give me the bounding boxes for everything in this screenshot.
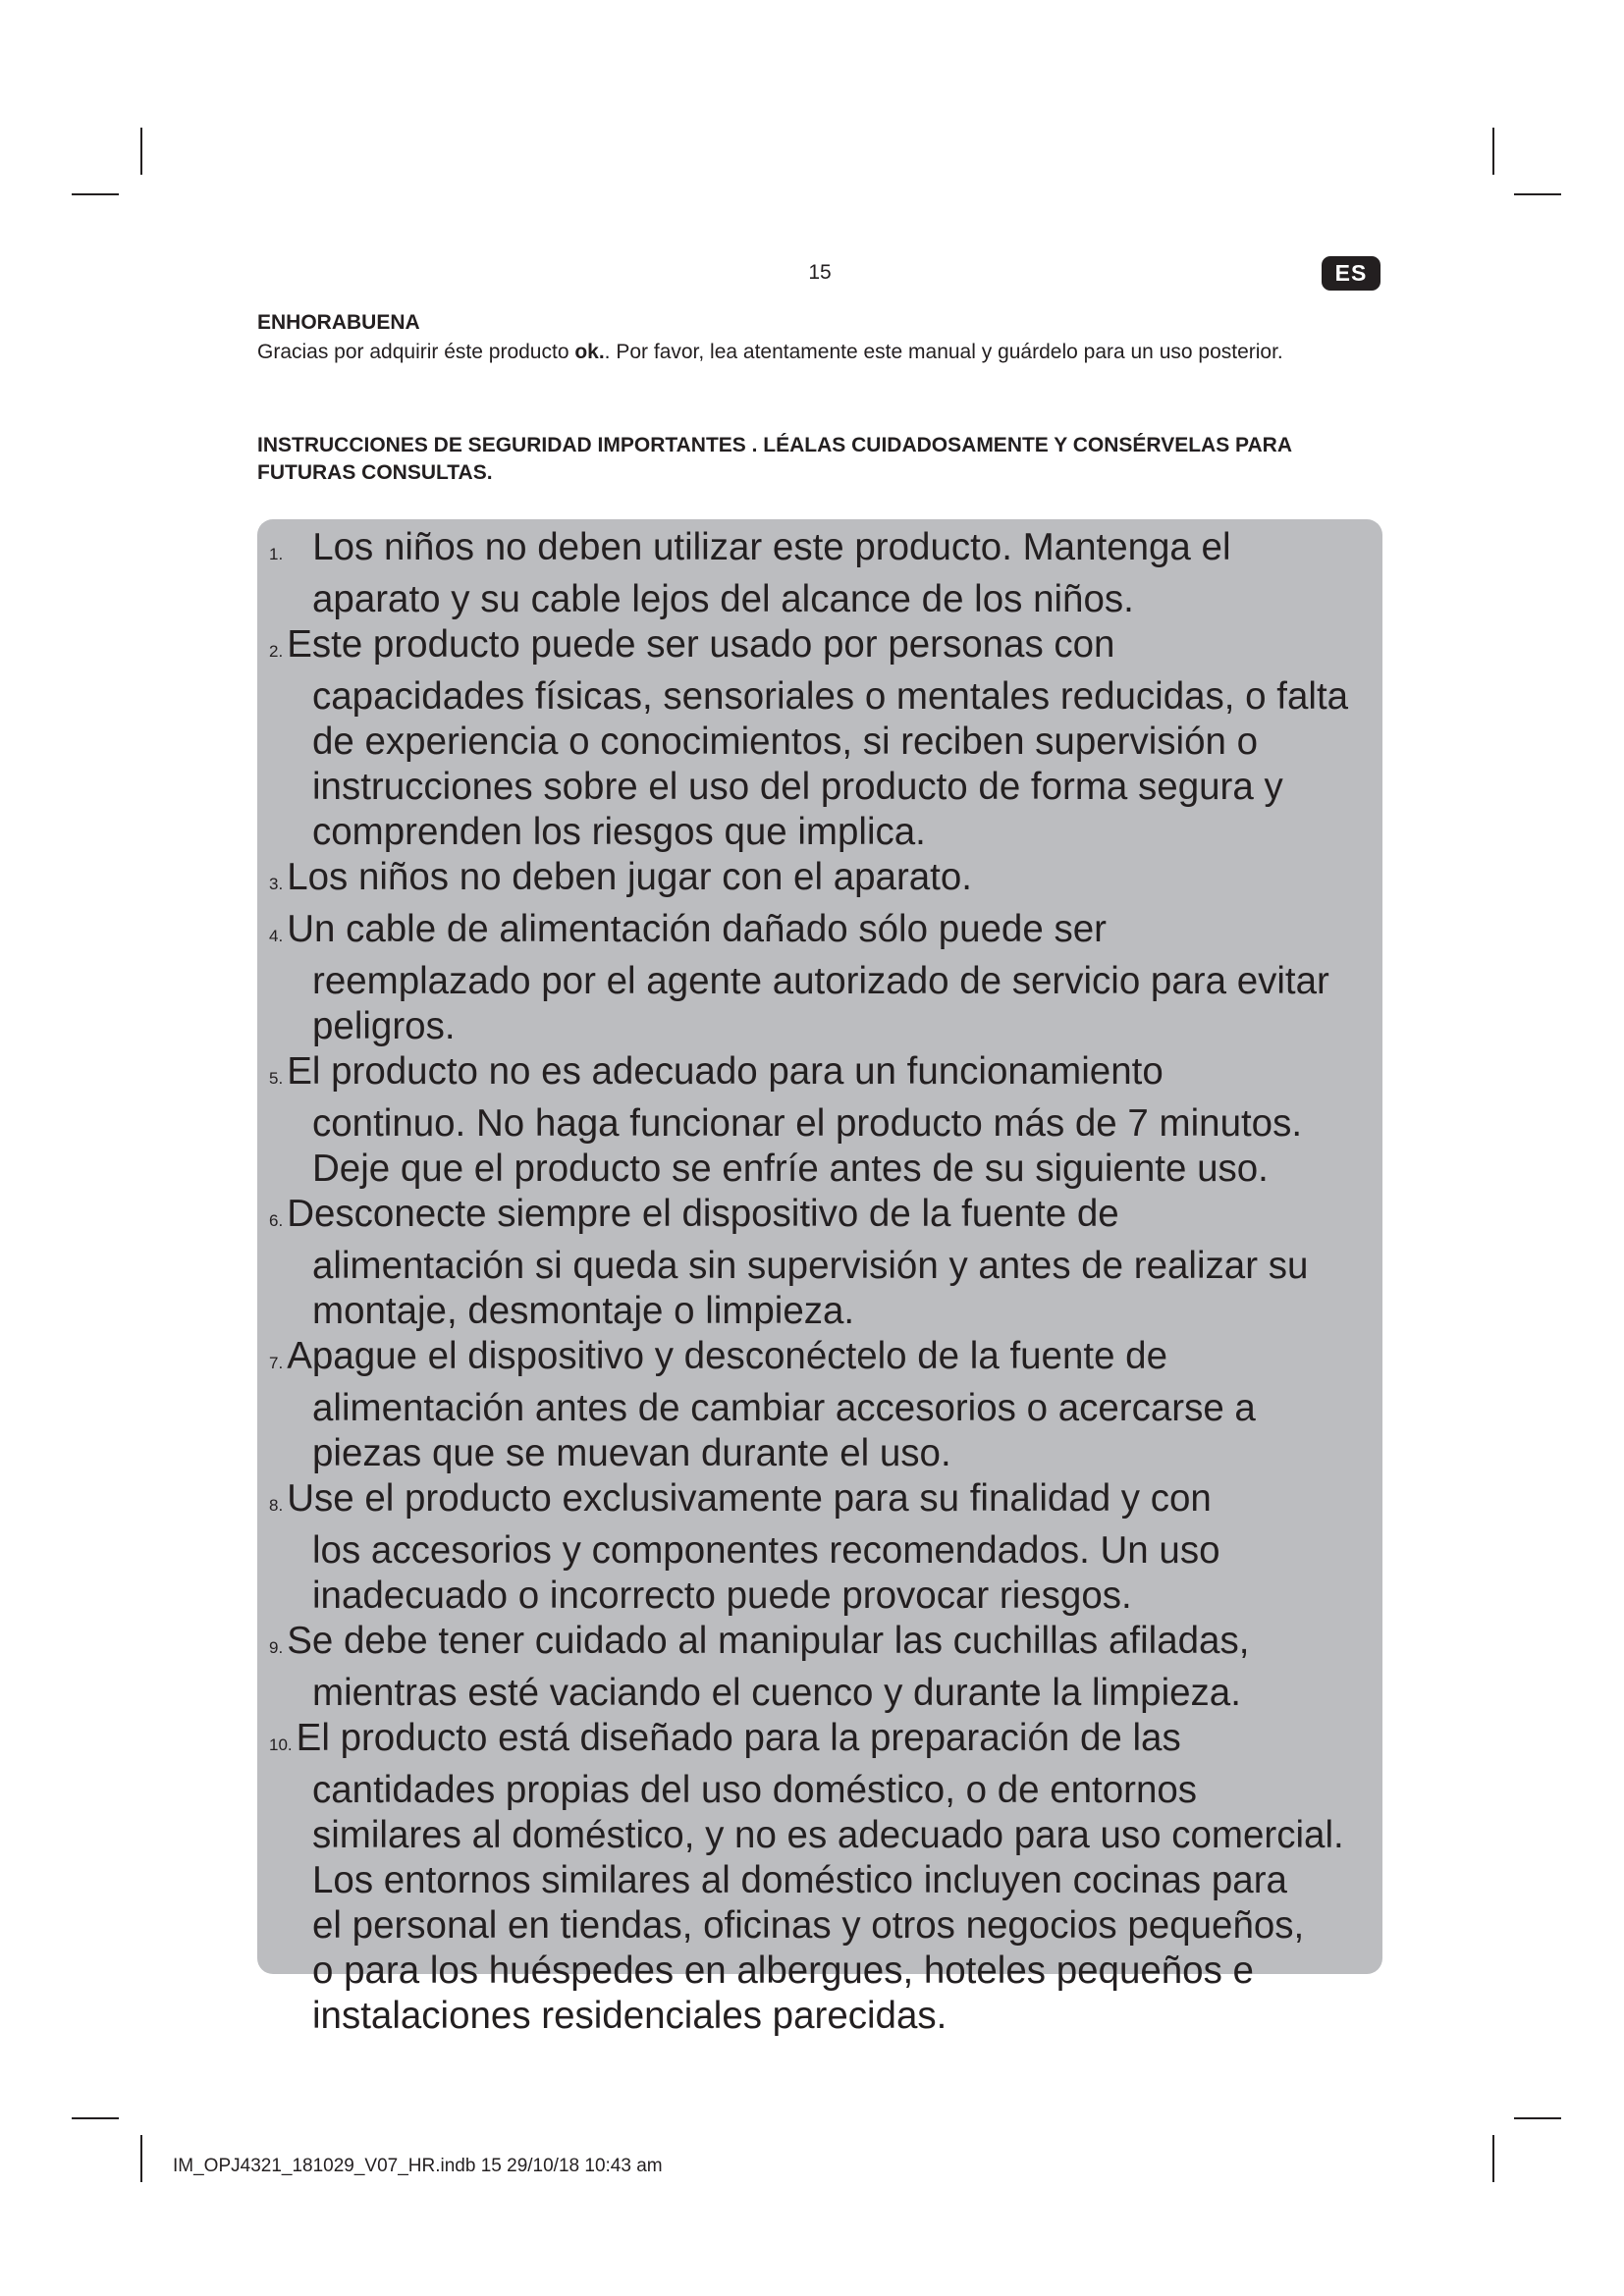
- safety-item-line: reemplazado por el agente autorizado de servicio para evitar: [312, 960, 1329, 1002]
- crop-mark-top-right-vertical: [1492, 128, 1494, 175]
- safety-item-number: 2.: [269, 642, 284, 661]
- safety-item-number: 10.: [269, 1735, 293, 1754]
- safety-item-line: de experiencia o conocimientos, si reciben supervisión o: [312, 721, 1259, 763]
- safety-item-1: [257, 525, 1382, 622]
- crop-mark-bottom-left-horizontal: [72, 2117, 119, 2119]
- crop-mark-bottom-left-vertical: [140, 2135, 142, 2182]
- safety-item-9: [257, 1619, 1382, 1716]
- safety-item-number: 5.: [269, 1069, 284, 1088]
- crop-mark-top-right-horizontal: [1514, 193, 1561, 195]
- safety-item-line: El producto no es adecuado para un funcionamiento: [287, 1050, 1164, 1093]
- safety-item-line: Se debe tener cuidado al manipular las cuchillas afiladas,: [287, 1620, 1250, 1662]
- safety-instructions-list: [257, 519, 1382, 2039]
- safety-item-line: el personal en tiendas, oficinas y otros negocios pequeños,: [312, 1904, 1305, 1947]
- safety-item-line: alimentación si queda sin supervisión y antes de realizar su: [312, 1245, 1309, 1287]
- safety-item-6: [257, 1192, 1382, 1334]
- intro-text-end: . Por favor, lea atentamente este manual y guárdelo para un uso posterior.: [604, 341, 1283, 363]
- safety-item-line: peligros.: [312, 1005, 456, 1047]
- safety-item-line: Este producto puede ser usado por personas con: [287, 623, 1115, 666]
- safety-item-line: El producto está diseñado para la preparación de las: [296, 1717, 1181, 1759]
- safety-item-line: Los niños no deben jugar con el aparato.: [287, 856, 972, 898]
- safety-item-line: capacidades físicas, sensoriales o mentales reducidas, o falta: [312, 675, 1349, 718]
- brand-name: ok.: [574, 341, 605, 363]
- safety-item-3: [257, 855, 1382, 907]
- safety-item-line: Los niños no deben utilizar este producto. Mantenga el: [312, 526, 1231, 568]
- safety-item-line: Los entornos similares al doméstico incluyen cocinas para: [312, 1859, 1287, 1901]
- safety-item-5: [257, 1049, 1382, 1192]
- safety-item-line: los accesorios y componentes recomendados. Un uso: [312, 1529, 1220, 1572]
- intro-heading: ENHORABUENA: [257, 311, 420, 334]
- safety-item-line: Un cable de alimentación dañado sólo puede ser: [287, 908, 1107, 950]
- crop-mark-top-left-vertical: [140, 128, 142, 175]
- safety-item-number: 8.: [269, 1496, 284, 1515]
- safety-item-line: cantidades propias del uso doméstico, o de entornos: [312, 1769, 1198, 1811]
- safety-item-line: o para los huéspedes en albergues, hoteles pequeños e: [312, 1949, 1254, 1992]
- safety-item-2: [257, 622, 1382, 855]
- safety-item-line: Deje que el producto se enfríe antes de su siguiente uso.: [312, 1148, 1269, 1190]
- safety-item-line: inadecuado o incorrecto puede provocar riesgos.: [312, 1575, 1132, 1617]
- safety-item-number: 9.: [269, 1638, 284, 1657]
- crop-mark-bottom-right-vertical: [1492, 2135, 1494, 2182]
- safety-item-10: [257, 1716, 1382, 2039]
- page-number: 15: [808, 261, 832, 284]
- safety-item-line: aparato y su cable lejos del alcance de los niños.: [312, 578, 1134, 620]
- safety-item-4: [257, 907, 1382, 1049]
- safety-item-number: 4.: [269, 927, 284, 945]
- safety-instructions-title: INSTRUCCIONES DE SEGURIDAD IMPORTANTES . LÉALAS CUIDADOSAMENTE Y CONSÉRVELAS PARA FUTURAS CONSULTAS.: [257, 434, 1292, 484]
- safety-item-line: instrucciones sobre el uso del producto de forma segura y: [312, 766, 1283, 808]
- print-slug: IM_OPJ4321_181029_V07_HR.indb 15 29/10/18 10:43 am: [173, 2156, 663, 2176]
- safety-item-line: montaje, desmontaje o limpieza.: [312, 1290, 855, 1332]
- safety-item-line: alimentación antes de cambiar accesorios o acercarse a: [312, 1387, 1256, 1429]
- safety-item-line: similares al doméstico, y no es adecuado para uso comercial.: [312, 1814, 1344, 1856]
- safety-item-line: continuo. No haga funcionar el producto más de 7 minutos.: [312, 1102, 1303, 1145]
- safety-item-line: piezas que se muevan durante el uso.: [312, 1432, 951, 1474]
- safety-item-number: 3.: [269, 875, 284, 893]
- safety-item-line: comprenden los riesgos que implica.: [312, 811, 926, 853]
- intro-text-start: Gracias por adquirir éste producto: [257, 341, 575, 363]
- safety-item-7: [257, 1334, 1382, 1476]
- safety-item-line: Use el producto exclusivamente para su finalidad y con: [287, 1477, 1212, 1520]
- crop-mark-top-left-horizontal: [72, 193, 119, 195]
- safety-item-number: 6.: [269, 1211, 284, 1230]
- language-badge: ES: [1322, 256, 1380, 291]
- safety-item-line: instalaciones residenciales parecidas.: [312, 1995, 947, 2037]
- safety-item-line: Apague el dispositivo y desconéctelo de la fuente de: [287, 1335, 1168, 1377]
- safety-item-line: Desconecte siempre el dispositivo de la fuente de: [287, 1193, 1119, 1235]
- safety-instructions-box: [257, 519, 1382, 2037]
- safety-item-8: [257, 1476, 1382, 1619]
- intro-paragraph: [257, 339, 1386, 366]
- safety-item-number: 7.: [269, 1354, 284, 1372]
- safety-item-line: mientras esté vaciando el cuenco y durante la limpieza.: [312, 1672, 1241, 1714]
- crop-mark-bottom-right-horizontal: [1514, 2117, 1561, 2119]
- safety-item-number: 1.: [269, 545, 284, 563]
